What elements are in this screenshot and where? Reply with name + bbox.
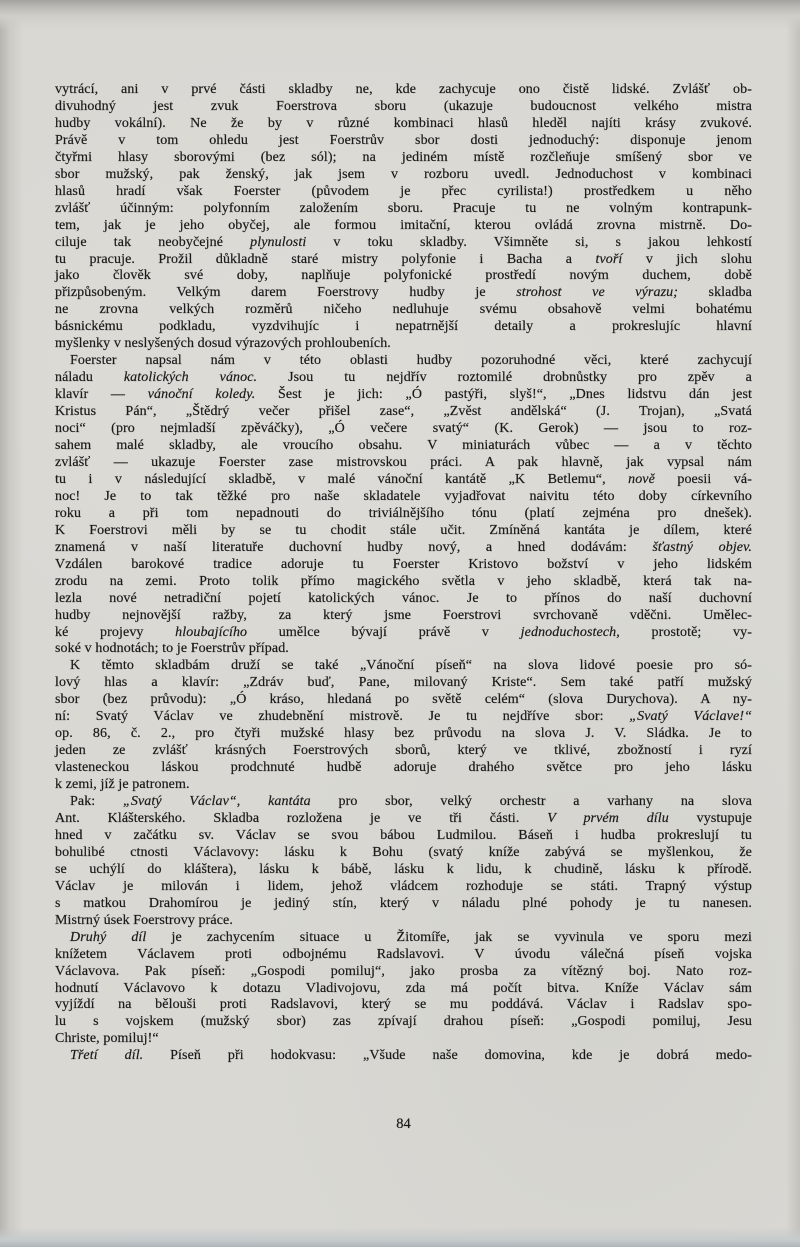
text-line: Václavova. Pak píseň: „Gospodi pomiluj“, jako prosba za vítězný boj. Nato roz- bbox=[55, 963, 752, 979]
text-line: myšlenky v neslyšených dosud výrazových prohloubeních. bbox=[55, 336, 391, 352]
page-number: 84 bbox=[396, 1116, 411, 1132]
text-line: náladu katolických vánoc. Jsou tu nejdřív roztomilé drobnůstky pro zpěv a bbox=[55, 370, 752, 386]
text-line: hned v začátku sv. Václav se svou bábou Ludmilou. Báseň i hudba prokreslují tu bbox=[55, 827, 752, 843]
text-line: čtyřmi hlasy sborovými (bez sól); na jediném místě rozčleňuje smíšený sbor ve bbox=[55, 149, 752, 165]
text-line: ní: Svatý Václav ve zhudebnění mistrově. Je tu nejdříve sbor: „Svatý Václave!“ bbox=[55, 709, 752, 725]
text-line: lu s vojskem (mužský sbor) zas zpívají drahou píseň: „Gospodi pomiluj, Jesu bbox=[55, 1014, 752, 1030]
text-line: roku a při tom nepadnouti do triviálnějšího tónu (platí zejména pro dnešek). bbox=[55, 505, 752, 521]
text-line: Právě v tom ohledu jest Foerstrův sbor dosti jednoduchý: disponuje jenom bbox=[55, 132, 752, 148]
text-line: znamená v naší literatuře duchovní hudby nový, a hned dodávám: šťastný objev. bbox=[55, 539, 752, 555]
text-line: ké projevy hloubajícího umělce bývají právě v jednoduchostech, prostotě; vy- bbox=[55, 624, 752, 640]
text-line: klavír — vánoční koledy. Šest je jich: „Ó pastýři, slyš!“, „Dnes lidstvu dán jest bbox=[55, 387, 753, 403]
text-line: vytrácí, ani v prvé části skladby ne, kde zachycuje ono čistě lidské. Zvlášť ob- bbox=[55, 82, 752, 97]
text-line: sbor mužský, pak ženský, jak jsem v rozboru uvedl. Jednoduchost v kombinaci bbox=[55, 166, 752, 182]
text-line: Vzdálen barokové tradice adoruje tu Foerster Kristovo božství v jeho lidském bbox=[55, 556, 752, 572]
text-line: hlasů hradí však Foerster (původem je přec cyrilista!) prostředkem u něho bbox=[55, 183, 752, 199]
text-line: hudby nejnovější ražby, za který jsme Foerstrovi svrchovaně vděčni. Umělec- bbox=[55, 607, 752, 623]
text-line: se uchýlí do kláštera), lásku k bábě, lásku k lidu, k chudině, lásku k přírodě. bbox=[55, 861, 752, 877]
text-line: ne zrovna velkých rozměrů ničeho nedluhuje svému obsahově velmi bohatému bbox=[55, 302, 752, 318]
text-line: soké v hodnotách; to je Foerstrův případ. bbox=[55, 641, 289, 657]
text-line: Christe, pomiluj!“ bbox=[55, 1031, 159, 1047]
text-line: sbor (bez průvodu): „Ó kráso, hledaná po světě celém“ (slova Durychova). A ny- bbox=[55, 692, 752, 708]
text-line: jeden ze zvlášť krásných Foerstrových sborů, který ve tklivé, zbožností i ryzí bbox=[55, 743, 752, 759]
text-line: divuhodný jest zvuk Foerstrova sboru (ukazuje budoucnost velkého mistra bbox=[55, 98, 752, 114]
text-line: Třetí díl. Píseň při hodokvasu: „Všude naše domovina, kde je dobrá medo- bbox=[70, 1048, 752, 1064]
text-line: zvlášť účinným: polyfonním založením sboru. Pracuje tu ne volným kontrapunk- bbox=[55, 200, 752, 216]
text-line: Pak: „Svatý Václav“, kantáta pro sbor, velký orchestr a varhany na slova bbox=[70, 794, 752, 810]
text-line: hudby vokální). Ne že by v různé kombinaci hlasů hleděl najíti krásy zvukové. bbox=[55, 115, 752, 131]
text-line: zvlášť — ukazuje Foerster zase mistrovskou práci. A pak hlavně, jak vypsal nám bbox=[55, 454, 752, 470]
text-line: s matkou Drahomírou je jediný stín, který v náladu plné pohody je tu nanesen. bbox=[55, 895, 752, 911]
text-line: hodnutí Václavovo k dotazu Vladivojovu, zda má počít bitva. Kníže Václav sám bbox=[55, 980, 752, 996]
text-line: lový hlas a klavír: „Zdráv buď, Pane, milovaný Kriste“. Sem také patří mužský bbox=[55, 675, 752, 691]
text-line: sahem malé skladby, ale vroucího obsahu. V miniaturách vůbec — a v těchto bbox=[55, 438, 752, 454]
text-line: noc! Je to tak těžké pro naše skladatele vyjadřovat naivitu této doby církevního bbox=[55, 488, 752, 504]
text-line: Mistrný úsek Foerstrovy práce. bbox=[55, 912, 233, 928]
text-line: Kristus Pán“, „Štědrý večer přišel zase“, „Zvěst andělská“ (J. Trojan), „Svatá bbox=[55, 404, 752, 420]
page-text bbox=[55, 82, 752, 1065]
text-line: tu pracuje. Prožil důkladně staré mistry polyfonie i Bacha a tvoří v jich slohu bbox=[55, 251, 752, 267]
text-line: vyjíždí na bělouši proti Radslavovi, který se mu poddává. Václav i Radslav spo- bbox=[55, 997, 752, 1013]
text-line: tem, jak je jeho obyčej, ale formou imitační, kterou ovládá zrovna mistrně. Do- bbox=[55, 217, 752, 233]
text-line: knížetem Václavem proti odbojnému Radslavovi. V úvodu válečná píseň vojska bbox=[55, 946, 752, 962]
text-line: básnickému podkladu, vyzdvihujíc i nepatrnější detaily a prokreslujíc hlavní bbox=[55, 319, 752, 335]
text-line: op. 86, č. 2., pro čtyři mužské hlasy bez průvodu na slova J. V. Sládka. Je to bbox=[55, 726, 752, 742]
text-line: přizpůsobeným. Velkým darem Foerstrovy hudby je strohost ve výrazu; skladba bbox=[55, 285, 752, 301]
text-line: ciluje tak neobyčejné plynulosti v toku skladby. Všimněte si, s jakou lehkostí bbox=[55, 234, 752, 250]
text-line: bohulibé ctnosti Václavovy: lásku k Bohu (svatý kníže zabývá se myšlenkou, že bbox=[55, 844, 752, 860]
text-line: Druhý díl je zachycením situace u Žitomíře, jak se vyvinula ve sporu mezi bbox=[70, 929, 753, 945]
text-line: Václav je milován i lidem, jehož vládcem rozhoduje se státi. Trapný výstup bbox=[55, 878, 752, 894]
text-line: vlasteneckou láskou prodchnuté hudbě adoruje drahého světce pro jeho lásku bbox=[55, 760, 752, 776]
text-line: noci“ (pro nejmladší zpěváčky), „Ó večere svatý“ (K. Gerok) — jsou to roz- bbox=[55, 421, 752, 437]
text-line: tu i v následující skladbě, v malé vánoční kantátě „K Betlemu“, nově poesii vá- bbox=[55, 471, 752, 487]
text-line: K těmto skladbám druží se také „Vánoční píseň“ na slova lidové poesie pro só- bbox=[70, 658, 752, 674]
text-line: zrodu na zemi. Proto tolik přímo magického světla v jeho skladbě, která tak na- bbox=[55, 573, 752, 589]
text-line: Foerster napsal nám v této oblasti hudby pozoruhodné věci, které zachycují bbox=[70, 353, 752, 369]
text-line: Ant. Klášterského. Skladba rozložena je ve tři části. V prvém dílu vystupuje bbox=[55, 810, 753, 826]
text-line: lezla nové netradiční pojetí katolických vánoc. Je to přínos do naší duchovní bbox=[55, 590, 752, 606]
text-line: K Foerstrovi měli by se tu chodit stále učit. Zmíněná kantáta je dílem, které bbox=[55, 522, 752, 538]
text-line: jako člověk své doby, naplňuje polyfonické prostředí novým duchem, době bbox=[55, 268, 752, 284]
text-line: k zemi, jíž je patronem. bbox=[55, 777, 190, 793]
